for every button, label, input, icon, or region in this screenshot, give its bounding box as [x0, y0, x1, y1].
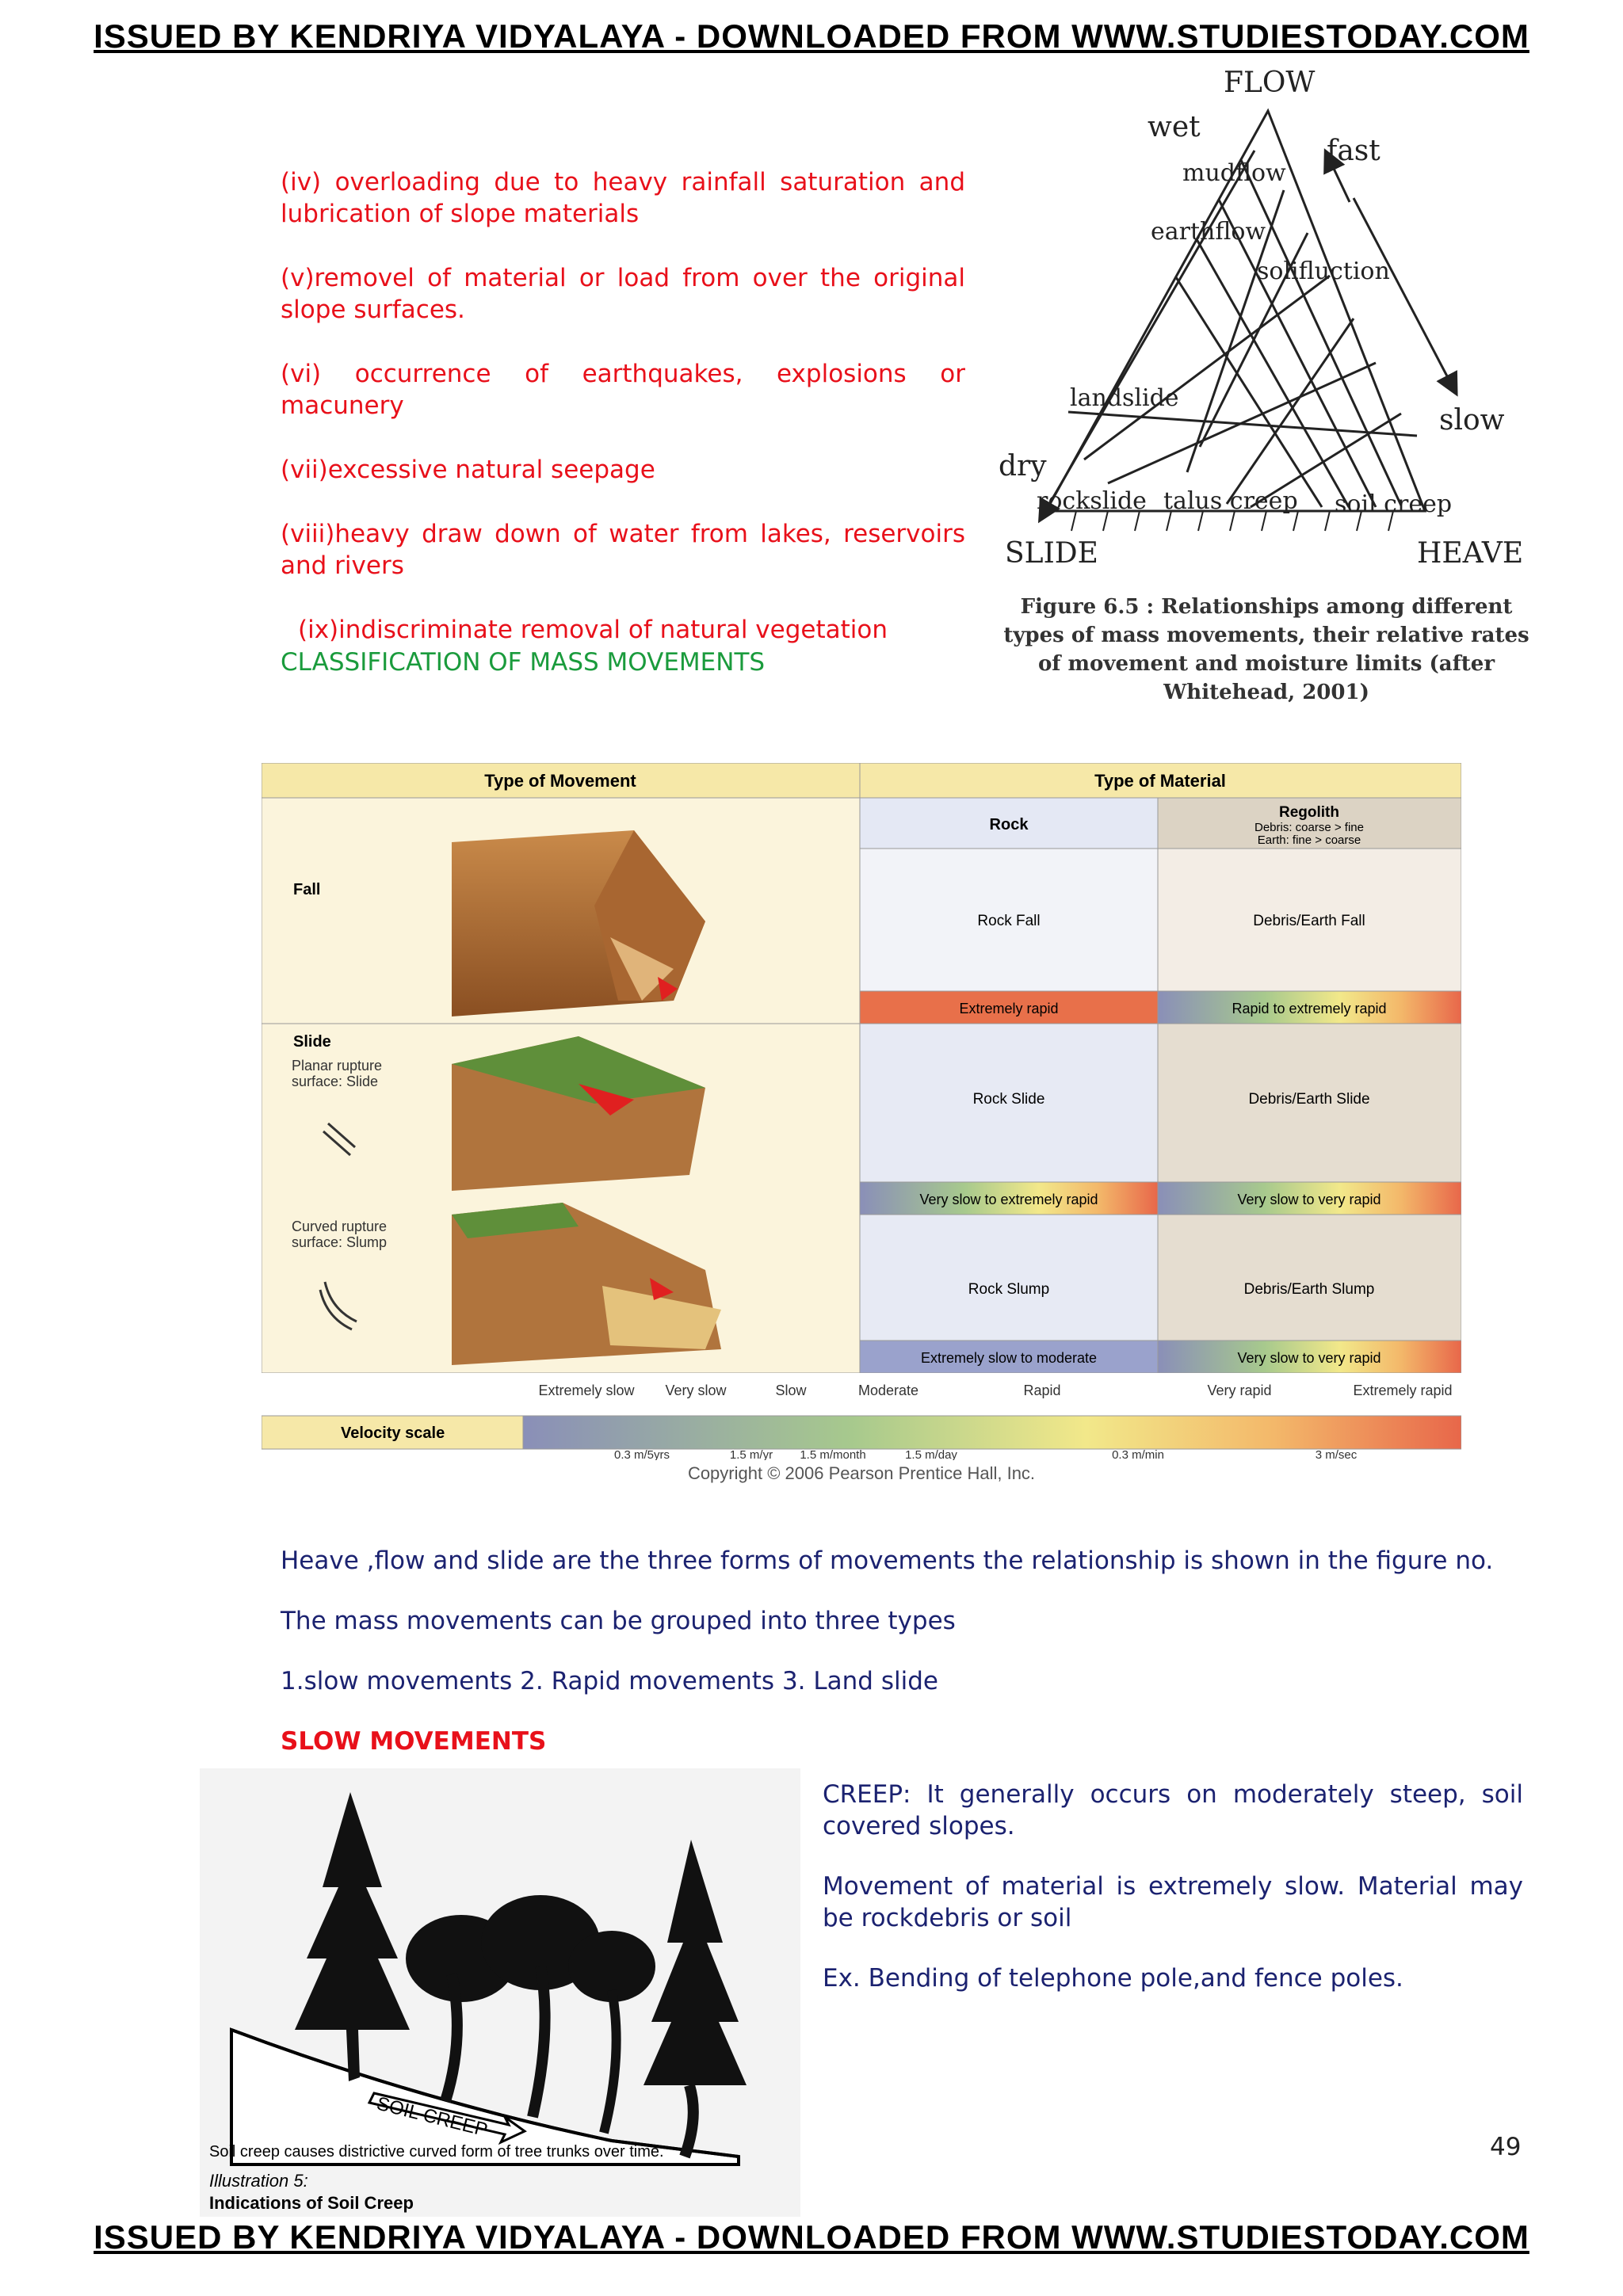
illustration-label: Illustration 5: — [209, 2171, 308, 2191]
footer-banner: ISSUED BY KENDRIYA VIDYALAYA - DOWNLOADED FROM WWW.STUDIESTODAY.COM — [94, 2218, 1529, 2256]
creep-paragraph: Ex. Bending of telephone pole,and fence poles. — [823, 1964, 1403, 1993]
mudflow-label: mudflow — [1182, 159, 1286, 187]
velocity-value: 0.3 m/min — [1112, 1448, 1164, 1460]
body-paragraph: Heave ,flow and slide are the three forms of movements the relationship is shown in the figure no. — [281, 1547, 1494, 1575]
creep-paragraph: Movement of material is extremely slow. Material may be rockdebris or soil — [823, 1872, 1523, 1932]
debris-slide-cell: Debris/Earth Slide — [1248, 1091, 1370, 1108]
copyright: Copyright © 2006 Pearson Prentice Hall, Inc. — [687, 1463, 1036, 1483]
velocity-term: Very slow — [665, 1383, 727, 1398]
header-movement: Type of Movement — [484, 771, 636, 791]
rock-slide-speed: Very slow to extremely rapid — [919, 1192, 1098, 1207]
fast-label: fast — [1327, 135, 1381, 167]
regolith-sub: Debris: coarse > fine — [1254, 821, 1364, 834]
debris-fall-cell: Debris/Earth Fall — [1253, 913, 1365, 929]
cause-item: (iv) overloading due to heavy rainfall saturation and lubrication of slope materials — [281, 168, 965, 228]
mass-movement-classification-table — [262, 763, 1461, 1373]
cause-item: (vii)excessive natural seepage — [281, 456, 655, 484]
fall-label: Fall — [293, 881, 321, 898]
creep-description — [823, 1779, 1523, 2023]
planar-label: Planar rupture surface: Slide — [292, 1058, 383, 1089]
soil-creep-illustration — [200, 1768, 800, 2217]
velocity-value: 0.3 m/5yrs — [613, 1448, 670, 1460]
body-paragraph: The mass movements can be grouped into three types — [281, 1607, 956, 1635]
debris-slump-speed: Very slow to very rapid — [1237, 1350, 1381, 1366]
slow-movements-heading: SLOW MOVEMENTS — [281, 1727, 547, 1756]
debris-slump-cell: Debris/Earth Slump — [1243, 1281, 1375, 1298]
body-paragraph: 1.slow movements 2. Rapid movements 3. Land slide — [281, 1667, 938, 1695]
slide-label: SLIDE — [1005, 537, 1098, 570]
velocity-term: Rapid — [1023, 1383, 1061, 1398]
wet-label: wet — [1148, 111, 1201, 143]
velocity-value: 1.5 m/yr — [729, 1448, 773, 1460]
velocity-term: Extremely slow — [538, 1383, 635, 1398]
soil-creep-arrow-label: SOIL CREEP — [374, 2092, 490, 2142]
heave-label: HEAVE — [1417, 537, 1524, 570]
flow-label: FLOW — [1224, 67, 1316, 99]
regolith-sub: Earth: fine > coarse — [1257, 833, 1361, 847]
rock-slump-speed: Extremely slow to moderate — [920, 1350, 1098, 1366]
dry-label: dry — [999, 450, 1047, 482]
rockslide-label: rockslide — [1037, 487, 1147, 515]
earthflow-label: earthflow — [1151, 218, 1266, 246]
velocity-value: 1.5 m/day — [905, 1448, 957, 1460]
header-material: Type of Material — [1094, 771, 1226, 791]
header-banner: ISSUED BY KENDRIYA VIDYALAYA - DOWNLOADED FROM WWW.STUDIESTODAY.COM — [94, 17, 1529, 55]
velocity-term: Extremely rapid — [1353, 1383, 1453, 1398]
creep-paragraph: CREEP: It generally occurs on moderately steep, soil covered slopes. — [823, 1780, 1523, 1840]
velocity-value: 1.5 m/month — [800, 1448, 866, 1460]
cause-item: (v)removel of material or load from over the original slope surfaces. — [281, 264, 965, 324]
solifluction-label: solifluction — [1257, 257, 1390, 285]
slide-label: Slide — [293, 1033, 331, 1051]
velocity-scale — [262, 1373, 1461, 1460]
illustration-title: Indications of Soil Creep — [209, 2193, 414, 2213]
slow-label: slow — [1439, 404, 1505, 437]
debris-slide-speed: Very slow to very rapid — [1237, 1192, 1381, 1207]
velocity-value: 3 m/sec — [1315, 1448, 1358, 1460]
velocity-term: Moderate — [857, 1383, 919, 1398]
illustration-caption: Soil creep causes districtive curved form of tree trunks over time. — [209, 2143, 664, 2161]
velocity-term: Slow — [775, 1383, 807, 1398]
soil-creep-label: soil creep — [1335, 490, 1453, 518]
cause-item: (ix)indiscriminate removal of natural vegetation — [298, 616, 888, 644]
curved-label: Curved rupture surface: Slump — [292, 1219, 388, 1250]
cause-item: (vi) occurrence of earthquakes, explosions or macunery — [281, 360, 965, 420]
rock-fall-speed: Extremely rapid — [959, 1001, 1059, 1016]
velocity-label: Velocity scale — [341, 1425, 445, 1442]
causes-list — [281, 166, 965, 678]
velocity-term: Very rapid — [1207, 1383, 1272, 1398]
rock-slide-cell: Rock Slide — [972, 1091, 1045, 1108]
landslide-label: landslide — [1070, 384, 1179, 412]
col-regolith: Regolith — [1279, 804, 1339, 821]
debris-fall-speed: Rapid to extremely rapid — [1232, 1001, 1387, 1016]
body-text — [281, 1545, 1533, 1786]
talus-creep-label: talus creep — [1163, 487, 1298, 515]
classification-heading: CLASSIFICATION OF MASS MOVEMENTS — [281, 648, 766, 677]
rock-fall-cell: Rock Fall — [977, 913, 1041, 929]
mass-movement-triangle-diagram — [989, 63, 1544, 570]
page-number: 49 — [1490, 2133, 1522, 2161]
figure-caption: Figure 6.5 : Relationships among different types of mass movements, their relative rates of movement and moisture limits (after Whitehead, 2001) — [1003, 595, 1529, 704]
col-rock: Rock — [989, 816, 1029, 833]
cause-item: (viii)heavy draw down of water from lakes, reservoirs and rivers — [281, 520, 965, 580]
rock-slump-cell: Rock Slump — [968, 1281, 1050, 1298]
